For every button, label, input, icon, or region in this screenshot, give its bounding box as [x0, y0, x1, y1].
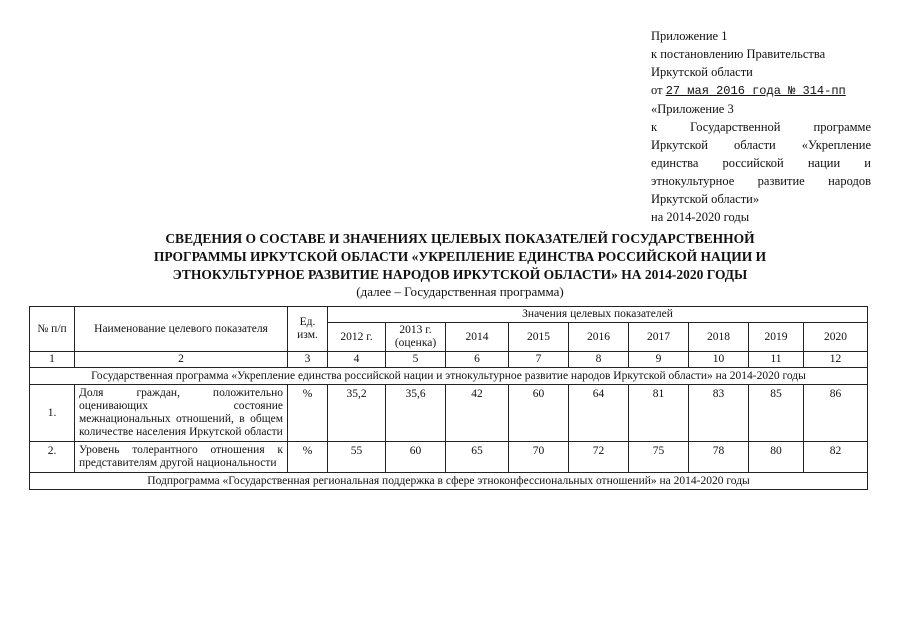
header-row-1 [30, 307, 868, 323]
header-year: 2019 [749, 323, 804, 352]
header-num: № п/п [30, 307, 75, 352]
header-year: 2015 [509, 323, 569, 352]
section-row-program [30, 368, 868, 385]
header-year: 2020 [804, 323, 868, 352]
column-number: 8 [569, 352, 629, 368]
appendix-title: Приложение 1 [651, 29, 728, 43]
row-value: 60 [509, 385, 569, 442]
row-value: 75 [629, 442, 689, 473]
header-values-group: Значения целевых показателей [328, 307, 868, 323]
header-year: 2016 [569, 323, 629, 352]
row-value: 65 [446, 442, 509, 473]
column-number: 6 [446, 352, 509, 368]
appendix-block [651, 27, 871, 226]
table-row [30, 442, 868, 473]
appendix-region: Иркутской области [651, 65, 753, 79]
appendix-date: 27 мая 2016 года № 314-пп [665, 84, 846, 98]
appendix-date-prefix: от [651, 83, 663, 97]
header-year: 2014 [446, 323, 509, 352]
header-year: 2018 [689, 323, 749, 352]
header-year: 2017 [629, 323, 689, 352]
column-number: 5 [386, 352, 446, 368]
row-value: 83 [689, 385, 749, 442]
row-value: 81 [629, 385, 689, 442]
row-value: 55 [328, 442, 386, 473]
column-number: 1 [30, 352, 75, 368]
appendix-sub-title: «Приложение 3 [651, 102, 734, 116]
column-number: 12 [804, 352, 868, 368]
column-number: 10 [689, 352, 749, 368]
row-value: 80 [749, 442, 804, 473]
column-number: 2 [75, 352, 288, 368]
appendix-ref: к постановлению Правительства [651, 47, 826, 61]
row-value: 82 [804, 442, 868, 473]
column-number: 7 [509, 352, 569, 368]
header-year: 2012 г. [328, 323, 386, 352]
row-unit: % [288, 385, 328, 442]
table-row [30, 385, 868, 442]
title-line-1: СВЕДЕНИЯ О СОСТАВЕ И ЗНАЧЕНИЯХ ЦЕЛЕВЫХ ПОКАЗАТЕЛЕЙ ГОСУДАРСТВЕННОЙ [165, 231, 755, 246]
header-year: 2013 г. (оценка) [386, 323, 446, 352]
appendix-sub-ref: к Государственной программе Иркутской области «Укрепление единства российской нации и этнокультурное развитие народов Иркутской области» [651, 120, 871, 206]
title-line-2: ПРОГРАММЫ ИРКУТСКОЙ ОБЛАСТИ «УКРЕПЛЕНИЕ ЕДИНСТВА РОССИЙСКОЙ НАЦИИ И [153, 249, 767, 264]
indicators-table [29, 306, 868, 490]
section-program: Государственная программа «Укрепление единства российской нации и этнокультурное развитие народов Иркутской области» на 2014-2020 годы [30, 368, 868, 385]
row-value: 42 [446, 385, 509, 442]
row-name: Уровень толерантного отношения к представителям другой национальности [75, 442, 288, 473]
title-line-3: ЭТНОКУЛЬТУРНОЕ РАЗВИТИЕ НАРОДОВ ИРКУТСКОЙ ОБЛАСТИ» НА 2014-2020 ГОДЫ [172, 267, 748, 282]
row-value: 60 [386, 442, 446, 473]
column-number-row [30, 352, 868, 368]
column-number: 3 [288, 352, 328, 368]
row-name: Доля граждан, положительно оценивающих состояние межнациональных отношений, в общем количестве населения Иркутской области [75, 385, 288, 442]
appendix-date-line [651, 81, 871, 100]
row-value: 35,2 [328, 385, 386, 442]
row-value: 64 [569, 385, 629, 442]
section-subprogram: Подпрограмма «Государственная региональная поддержка в сфере этноконфессиональных отношений» на 2014-2020 годы [30, 473, 868, 490]
row-value: 35,6 [386, 385, 446, 442]
row-value: 70 [509, 442, 569, 473]
document-subtitle: (далее – Государственная программа) [356, 284, 564, 299]
column-number: 9 [629, 352, 689, 368]
row-value: 86 [804, 385, 868, 442]
header-name: Наименование целевого показателя [75, 307, 288, 352]
column-number: 4 [328, 352, 386, 368]
column-number: 11 [749, 352, 804, 368]
row-value: 85 [749, 385, 804, 442]
header-unit: Ед. изм. [288, 307, 328, 352]
section-row-subprogram [30, 473, 868, 490]
document-title [90, 230, 830, 284]
row-value: 78 [689, 442, 749, 473]
appendix-sub-period: на 2014-2020 годы [651, 210, 750, 224]
row-unit: % [288, 442, 328, 473]
row-value: 72 [569, 442, 629, 473]
row-num: 1. [30, 385, 75, 442]
row-num: 2. [30, 442, 75, 473]
